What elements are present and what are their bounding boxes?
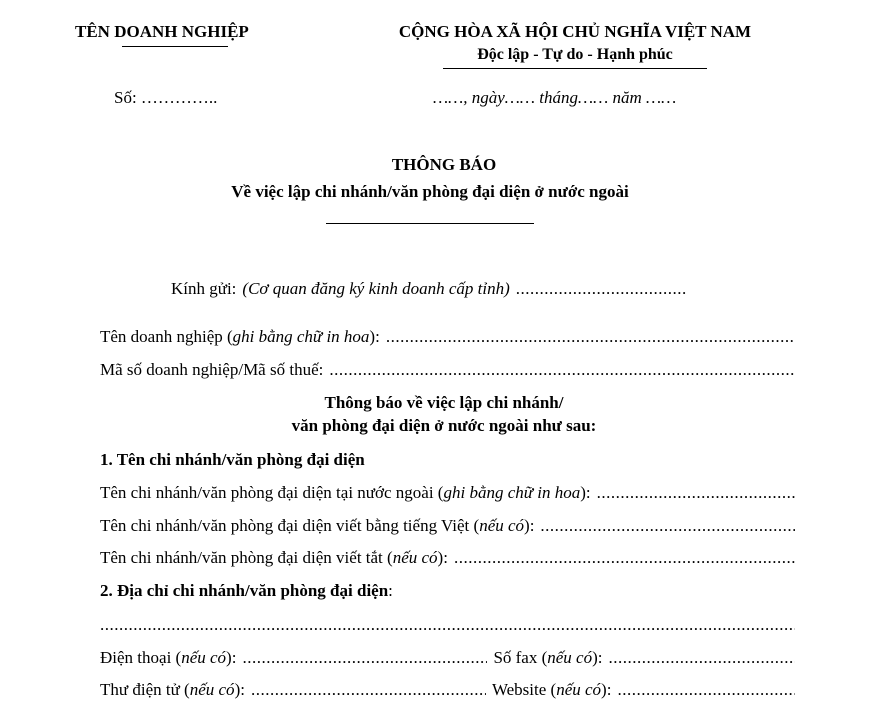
tax-code-field[interactable] bbox=[329, 360, 795, 380]
email-field[interactable] bbox=[251, 680, 486, 700]
field-label: Tên chi nhánh/văn phòng đại diện tại nước ngoài ( bbox=[100, 483, 444, 502]
nation-title: CỘNG HÒA XÃ HỘI CHỦ NGHĨA VIỆT NAM bbox=[398, 22, 752, 41]
recipient-field[interactable] bbox=[516, 279, 686, 299]
company-name-field[interactable] bbox=[386, 327, 795, 347]
field-hint: ghi bằng chữ in hoa bbox=[443, 483, 581, 502]
phone-fax-row bbox=[100, 648, 795, 668]
field-label: Tên chi nhánh/văn phòng đại diện viết tắt ( bbox=[100, 548, 393, 567]
field-label-end: ): bbox=[369, 327, 380, 346]
short-name-field[interactable] bbox=[454, 548, 795, 568]
divider bbox=[122, 46, 228, 47]
field-label: Tên doanh nghiệp ( bbox=[100, 327, 233, 346]
field-label: Mã số doanh nghiệp/Mã số thuế: bbox=[100, 360, 324, 379]
field-hint: nếu có bbox=[479, 516, 525, 535]
phone-field[interactable] bbox=[242, 648, 487, 668]
field-label-end: ): bbox=[580, 483, 591, 502]
company-name-row bbox=[100, 327, 795, 347]
website-field[interactable] bbox=[617, 680, 795, 700]
field-hint: nếu có bbox=[556, 680, 602, 699]
field-label: Điện thoại ( bbox=[100, 648, 182, 667]
foreign-name-row bbox=[100, 483, 795, 503]
fax-field[interactable] bbox=[609, 648, 796, 668]
field-label: Tên chi nhánh/văn phòng đại diện viết bằng tiếng Việt ( bbox=[100, 516, 480, 535]
document-date: ……, ngày…… tháng…… năm …… bbox=[433, 88, 677, 107]
notice-line-2: văn phòng đại diện ở nước ngoài như sau: bbox=[291, 416, 597, 435]
section-1-heading: 1. Tên chi nhánh/văn phòng đại diện bbox=[100, 450, 365, 469]
document-title: THÔNG BÁO bbox=[391, 155, 497, 174]
company-name-header: TÊN DOANH NGHIỆP bbox=[75, 22, 249, 41]
notice-line-1: Thông báo về việc lập chi nhánh/ bbox=[324, 393, 564, 412]
section-2-heading-text: 2. Địa chỉ chi nhánh/văn phòng đại diện bbox=[100, 581, 389, 600]
document-subtitle: Về việc lập chi nhánh/văn phòng đại diện ở nước ngoài bbox=[231, 182, 629, 201]
field-label-end: ): bbox=[226, 648, 237, 667]
field-hint: ghi bằng chữ in hoa bbox=[232, 327, 370, 346]
field-label-end: ): bbox=[437, 548, 448, 567]
vn-name-row bbox=[100, 516, 795, 536]
field-label-end: ): bbox=[234, 680, 245, 699]
divider bbox=[326, 223, 534, 224]
recipient-label: Kính gửi: bbox=[171, 279, 237, 298]
field-hint: nếu có bbox=[181, 648, 227, 667]
field-hint: nếu có bbox=[392, 548, 438, 567]
recipient-row bbox=[171, 279, 686, 299]
field-label-end: ): bbox=[592, 648, 603, 667]
section-2-heading bbox=[100, 581, 393, 601]
field-hint: nếu có bbox=[189, 680, 235, 699]
recipient-value: (Cơ quan đăng ký kinh doanh cấp tỉnh) bbox=[242, 279, 510, 298]
foreign-name-field[interactable] bbox=[597, 483, 795, 503]
colon: : bbox=[388, 581, 393, 600]
field-label-end: ): bbox=[601, 680, 612, 699]
vn-name-field[interactable] bbox=[540, 516, 795, 536]
field-label: Số fax ( bbox=[493, 648, 548, 667]
tax-code-row bbox=[100, 360, 795, 380]
field-hint: nếu có bbox=[547, 648, 593, 667]
field-label-end: ): bbox=[524, 516, 535, 535]
divider bbox=[443, 68, 707, 69]
address-row bbox=[100, 615, 795, 635]
field-label: Thư điện tử ( bbox=[100, 680, 190, 699]
motto: Độc lập - Tự do - Hạnh phúc bbox=[477, 46, 673, 63]
address-field[interactable] bbox=[100, 615, 795, 635]
document-number: Số: ………….. bbox=[114, 88, 218, 107]
field-label: Website ( bbox=[491, 680, 557, 699]
email-website-row bbox=[100, 680, 795, 700]
short-name-row bbox=[100, 548, 795, 568]
